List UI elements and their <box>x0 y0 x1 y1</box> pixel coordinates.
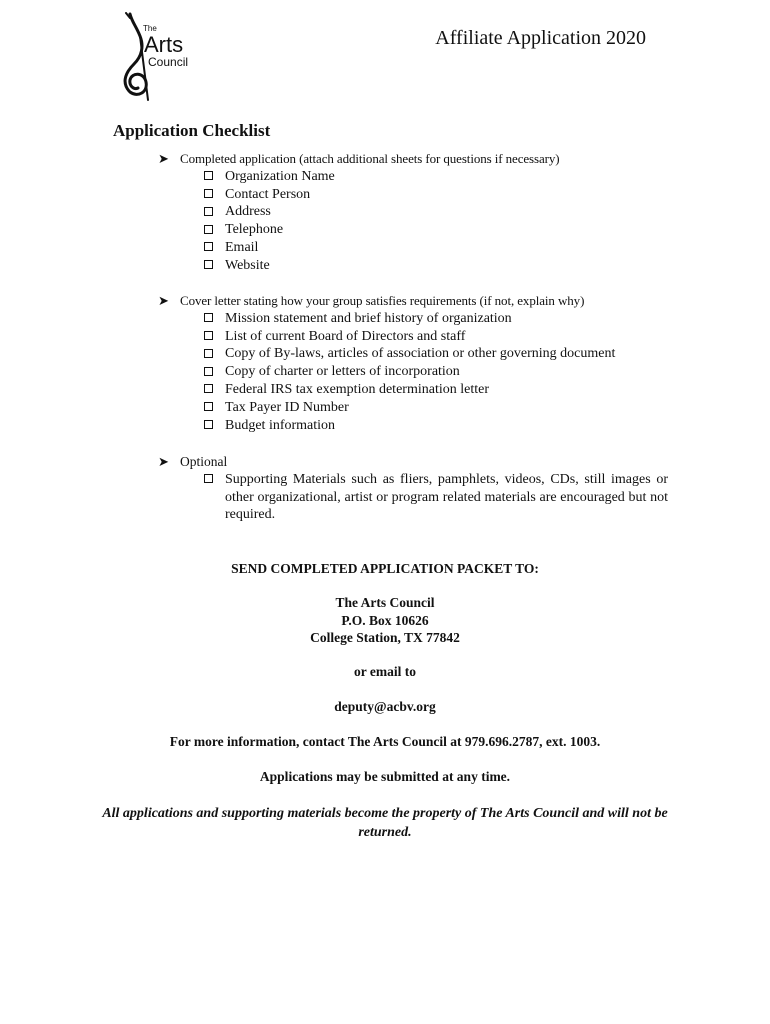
checklist-item-text: Email <box>225 239 259 255</box>
checklist-item <box>204 221 668 239</box>
checklist-item <box>204 363 668 381</box>
checkbox-icon <box>204 384 213 393</box>
checklist-item <box>204 186 668 204</box>
checklist-item <box>204 203 668 221</box>
checkbox-icon <box>204 349 213 358</box>
checklist-item <box>204 310 668 328</box>
checkbox-icon <box>204 313 213 322</box>
section-bullet-text: Optional <box>180 454 228 469</box>
checkbox-icon <box>204 225 213 234</box>
checkbox-icon <box>204 242 213 251</box>
checklist-item <box>204 471 668 524</box>
address-line: College Station, TX 77842 <box>310 630 460 646</box>
checklist-items <box>204 168 668 275</box>
section-completed-application <box>158 150 668 275</box>
section-optional <box>158 453 668 524</box>
checkbox-icon <box>204 171 213 180</box>
address-line: P.O. Box 10626 <box>341 612 429 628</box>
logo-arts-text: Arts <box>144 32 184 57</box>
checklist-items <box>204 310 668 435</box>
checklist-item-text: Organization Name <box>225 168 335 184</box>
checkbox-icon <box>204 331 213 340</box>
checklist-item <box>204 345 668 363</box>
checkbox-icon <box>204 260 213 269</box>
checklist-item <box>204 399 668 417</box>
checklist-item-text: Copy of By-laws, articles of association or other governing document <box>225 346 616 362</box>
section-cover-letter <box>158 292 668 434</box>
arrow-bullet-icon: ➤ <box>158 151 169 166</box>
checklist-items <box>204 471 668 524</box>
checkbox-icon <box>204 207 213 216</box>
checkbox-icon <box>204 420 213 429</box>
section-bullet <box>158 453 668 471</box>
arrow-bullet-icon: ➤ <box>158 454 169 469</box>
checkbox-icon <box>204 402 213 411</box>
checklist-item-text: Budget information <box>225 417 336 433</box>
checklist-item <box>204 168 668 186</box>
checklist-item-text: Supporting Materials such as fliers, pamphlets, videos, CDs, still images or other organizational, artist or program related materials are encouraged but not required. <box>225 471 668 523</box>
checkbox-icon <box>204 367 213 376</box>
logo-the-text: The <box>143 24 157 33</box>
checklist-item-text: Address <box>225 204 271 220</box>
checklist-item-text: Telephone <box>225 222 284 238</box>
checklist-item <box>204 257 668 275</box>
mailing-address <box>0 594 770 647</box>
checklist-item-text: Copy of charter or letters of incorporation <box>225 364 460 380</box>
arts-council-logo <box>118 12 208 102</box>
section-bullet-text: Completed application (attach additional sheets for questions if necessary) <box>180 151 560 166</box>
checklist-item <box>204 417 668 435</box>
checklist-item-text: List of current Board of Directors and staff <box>225 328 466 344</box>
checklist-item-text: Contact Person <box>225 186 311 202</box>
checklist-item <box>204 328 668 346</box>
send-heading: SEND COMPLETED APPLICATION PACKET TO: <box>231 561 539 576</box>
checklist-heading: Application Checklist <box>113 121 271 140</box>
checklist-item-text: Mission statement and brief history of organization <box>225 310 512 326</box>
arrow-bullet-icon: ➤ <box>158 293 169 308</box>
submission-note: Applications may be submitted at any time. <box>259 769 511 784</box>
checkbox-icon <box>204 474 213 483</box>
checklist-item-text: Website <box>225 257 270 273</box>
contact-info: For more information, contact The Arts Council at 979.696.2787, ext. 1003. <box>169 734 601 749</box>
section-bullet <box>158 150 668 168</box>
checkbox-icon <box>204 189 213 198</box>
checklist-item-text: Federal IRS tax exemption determination letter <box>225 381 489 397</box>
logo-council-text: Council <box>148 55 189 69</box>
checklist-item-text: Tax Payer ID Number <box>225 399 349 415</box>
section-bullet-text: Cover letter stating how your group satisfies requirements (if not, explain why) <box>180 293 585 308</box>
section-bullet <box>158 292 668 310</box>
email-address[interactable]: deputy@acbv.org <box>334 699 436 714</box>
property-note: All applications and supporting materials become the property of The Arts Council and will not be returned. <box>102 806 668 840</box>
checklist-item <box>204 239 668 257</box>
checklist-item <box>204 381 668 399</box>
document-title: Affiliate Application 2020 <box>435 27 646 49</box>
or-email-text: or email to <box>354 664 416 679</box>
address-line: The Arts Council <box>335 595 435 610</box>
